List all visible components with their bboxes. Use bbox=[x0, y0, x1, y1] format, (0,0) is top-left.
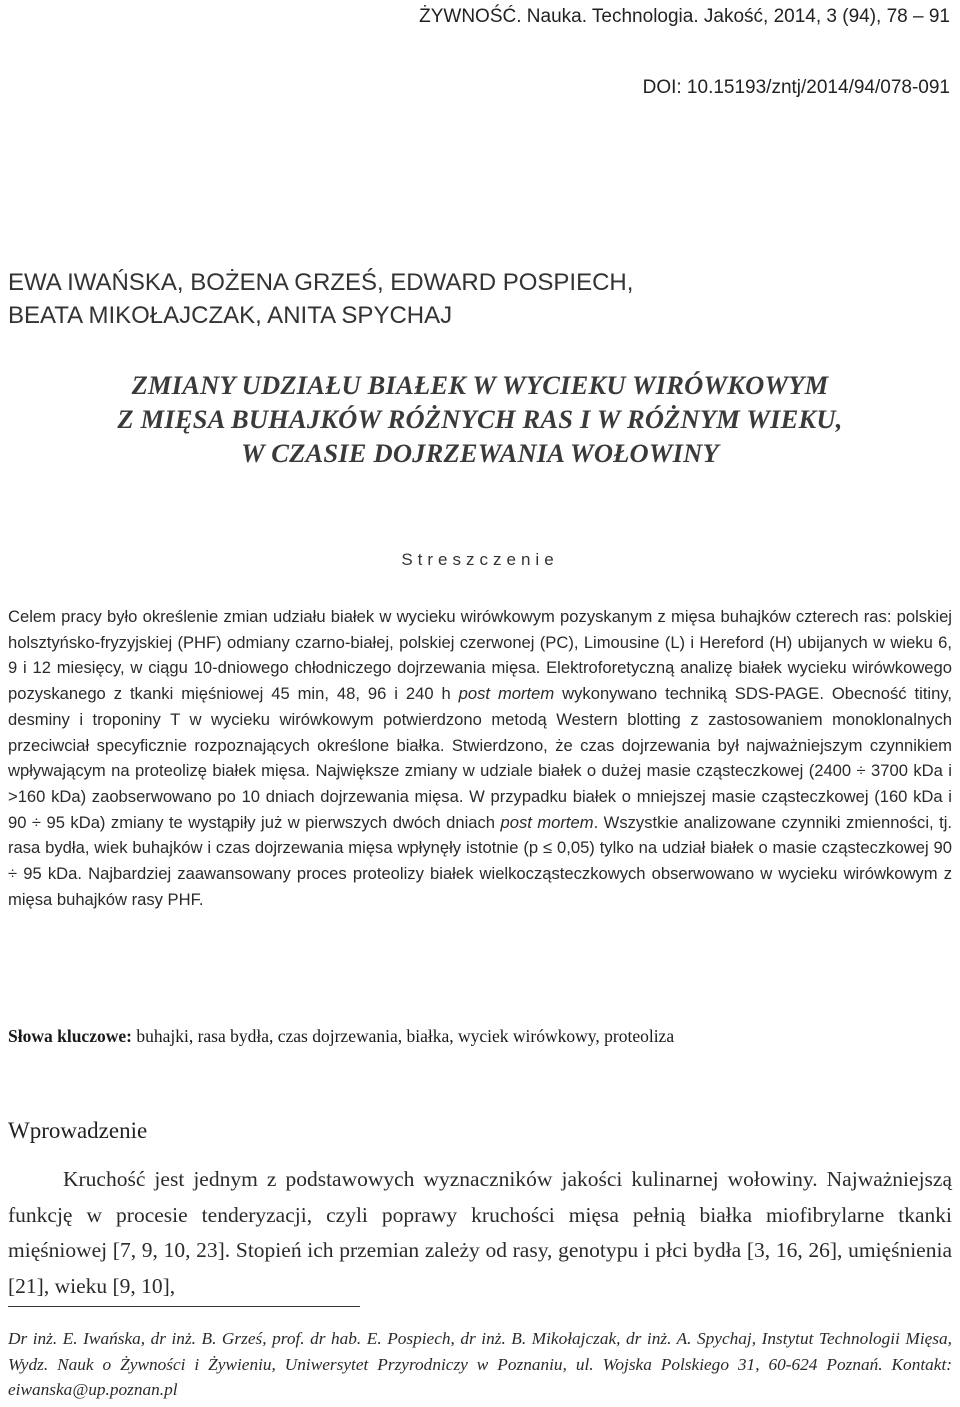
title-line-2: Z MIĘSA BUHAJKÓW RÓŻNYCH RAS I W RÓŻNYM WIEKU, bbox=[117, 404, 843, 434]
abstract-text-part-2: wykonywano techniką SDS-PAGE. Obecność titiny, desminy i troponiny T w wycieku wirówkowym potwierdzono metodą Western blotting z zastosowaniem monoklonalnych przeciwciał specyficznie rozpoznających określone białka. Stwierdzono, że czas dojrzewania był najważniejszym czynnikiem wpływającym na proteolizę białek mięsa. Największe zmiany w udziale białek o dużej masie cząsteczkowej (2400 ÷ 3700 kDa i >160 kDa) zaobserwowano po 10 dniach dojrzewania mięsa. W przypadku białek o mniejszej masie cząsteczkowej (160 kDa i 90 ÷ 95 kDa) zmiany te wystąpiły już w pierwszych dwóch dniach bbox=[8, 684, 953, 832]
introduction-paragraph bbox=[8, 1162, 952, 1304]
author-affiliation-footnote: Dr inż. E. Iwańska, dr inż. B. Grześ, prof. dr hab. E. Pospiech, dr inż. B. Mikołajczak, dr inż. A. Spychaj, Instytut Technologii Mięsa, Wydz. Nauk o Żywności i Żywieniu, Uniwersytet Przyrodniczy w Poznaniu, ul. Wojska Polskiego 31, 60-624 Poznań. Kontakt: eiwanska@up.poznan.pl bbox=[8, 1329, 952, 1399]
abstract-italic-2: post mortem bbox=[500, 812, 594, 832]
abstract-text-part-3: . Wszystkie analizowane czynniki zmienności, tj. rasa bydła, wiek buhajków i czas dojrzewania mięsa wpłynęły istotnie (p ≤ 0,05) tylko na udział białek o masie cząsteczkowej 90 ÷ 95 kDa. Najbardziej zaawansowany proces proteolizy białek wielkocząsteczkowych obserwowano w wycieku wirówkowym z mięsa buhajków rasy PHF. bbox=[8, 812, 953, 909]
journal-citation: ŻYWNOŚĆ. Nauka. Technologia. Jakość, 2014, 3 (94), 78 – 91 bbox=[419, 6, 950, 27]
abstract-body bbox=[8, 604, 952, 912]
title-line-3: W CZASIE DOJRZEWANIA WOŁOWINY bbox=[241, 438, 719, 468]
doi-line: DOI: 10.15193/zntj/2014/94/078-091 bbox=[642, 77, 950, 98]
title-line-1: ZMIANY UDZIAŁU BIAŁEK W WYCIEKU WIRÓWKOWYM bbox=[131, 370, 829, 400]
article-title bbox=[0, 368, 960, 470]
author-list bbox=[8, 266, 633, 332]
introduction-text: Kruchość jest jednym z podstawowych wyznaczników jakości kulinarnej wołowiny. Najważniejszą funkcję w procesie tenderyzacji, czyli poprawy kruchości mięsa pełnią białka miofibrylarne tkanki mięśniowej [7, 9, 10, 23]. Stopień ich przemian zależy od rasy, genotypu i płci bydła [3, 16, 26], umięśnienia [21], wieku [9, 10], bbox=[8, 1167, 952, 1298]
abstract-text-part-1: Celem pracy było określenie zmian udziału białek w wycieku wirówkowym pozyskanym z mięsa buhajków czterech ras: polskiej holsztyńsko-fryzyjskiej (PHF) odmiany czarno-białej, polskiej czerwonej (PC), Limousine (L) i Hereford (H) ubijanych w wieku 6, 9 i 12 miesięcy, w ciągu 10-dniowego chłodniczego dojrzewania mięsa. Elektroforetyczną analizę białek wycieku wirówkowego pozyskanego z tkanki mięśniowej 45 min, 48, 96 i 240 h bbox=[8, 607, 952, 704]
section-heading-introduction: Wprowadzenie bbox=[8, 1118, 148, 1143]
keywords-text: buhajki, rasa bydła, czas dojrzewania, białka, wyciek wirówkowy, proteoliza bbox=[131, 1026, 675, 1046]
author-line-2: BEATA MIKOŁAJCZAK, ANITA SPYCHAJ bbox=[8, 302, 453, 329]
abstract-italic-1: post mortem bbox=[458, 684, 555, 704]
keywords-label: Słowa kluczowe: bbox=[8, 1026, 132, 1046]
author-line-1: EWA IWAŃSKA, BOŻENA GRZEŚ, EDWARD POSPIECH, bbox=[8, 269, 634, 296]
keywords bbox=[8, 1024, 952, 1048]
footnote-divider bbox=[8, 1306, 360, 1307]
abstract-heading: Streszczenie bbox=[401, 550, 559, 569]
